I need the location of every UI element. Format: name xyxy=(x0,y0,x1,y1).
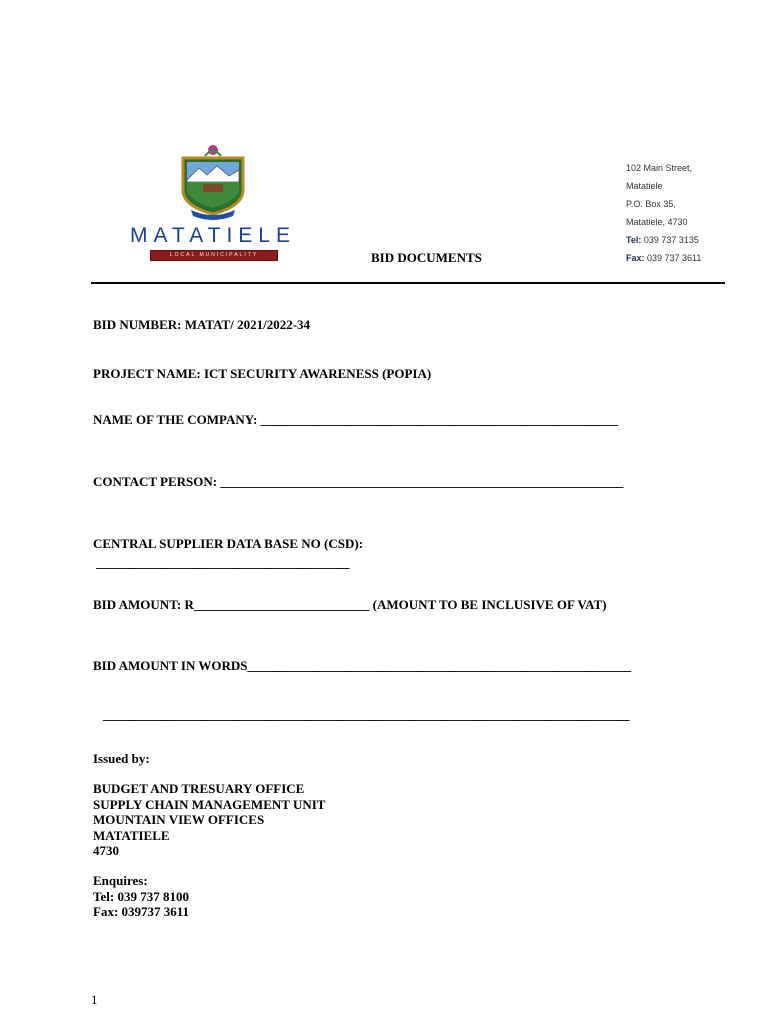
enquiries-label: Enquires: xyxy=(93,873,148,888)
issued-by-block xyxy=(93,781,325,859)
address-fax xyxy=(626,249,766,267)
address-tel-label: Tel: xyxy=(626,235,642,245)
page-number: 1 xyxy=(91,992,98,1007)
project-name: PROJECT NAME: ICT SECURITY AWARENESS (POPIA) xyxy=(93,366,432,381)
bid-amount-words-field: BID AMOUNT IN WORDS___________________________________________________________ xyxy=(93,658,631,673)
issued-line: SUPPLY CHAIN MANAGEMENT UNIT xyxy=(93,796,326,812)
address-fax-value: 039 737 3611 xyxy=(644,253,702,263)
bid-number: BID NUMBER: MATAT/ 2021/2022-34 xyxy=(93,317,311,332)
company-name-field: NAME OF THE COMPANY: _______________________________________________________ xyxy=(93,412,619,427)
issued-line: MATATIELE xyxy=(93,827,170,843)
address-block xyxy=(626,159,766,267)
enquiries-fax: Fax: 039737 3611 xyxy=(93,904,190,919)
issued-line: MOUNTAIN VIEW OFFICES xyxy=(93,812,265,827)
contact-person-field: CONTACT PERSON: ______________________________________________________________ xyxy=(93,474,624,489)
address-town-code: Matatiele, 4730 xyxy=(626,217,688,227)
issued-line: 4730 xyxy=(93,843,119,858)
address-tel xyxy=(626,231,766,249)
bid-amount-field: BID AMOUNT: R___________________________ (AMOUNT TO BE INCLUSIVE OF VAT) xyxy=(93,597,607,612)
csd-blank: _______________________________________ xyxy=(96,555,350,570)
address-town: Matatiele xyxy=(626,181,663,191)
municipality-logo xyxy=(118,140,308,265)
logo-wordmark: MATATIELE xyxy=(129,224,296,247)
municipal-crest-icon xyxy=(173,140,253,220)
enquiries-tel: Tel: 039 737 8100 xyxy=(93,888,189,904)
address-street: 102 Main Street, xyxy=(626,163,693,173)
csd-label: CENTRAL SUPPLIER DATA BASE NO (CSD): xyxy=(93,536,364,551)
address-po-box: P.O. Box 35, xyxy=(626,199,676,209)
logo-banner: LOCAL MUNICIPALITY xyxy=(150,250,278,261)
header-divider xyxy=(91,282,725,284)
address-tel-value: 039 737 3135 xyxy=(641,235,699,245)
bid-amount-words-continuation: _________________________________________________________________________________ xyxy=(103,707,630,722)
document-title: BID DOCUMENTS xyxy=(371,250,482,265)
issued-by-label: Issued by: xyxy=(93,751,150,766)
address-fax-label: Fax: xyxy=(626,253,645,263)
issued-line: BUDGET AND TRESUARY OFFICE xyxy=(93,781,305,796)
enquiries-block xyxy=(93,873,189,920)
